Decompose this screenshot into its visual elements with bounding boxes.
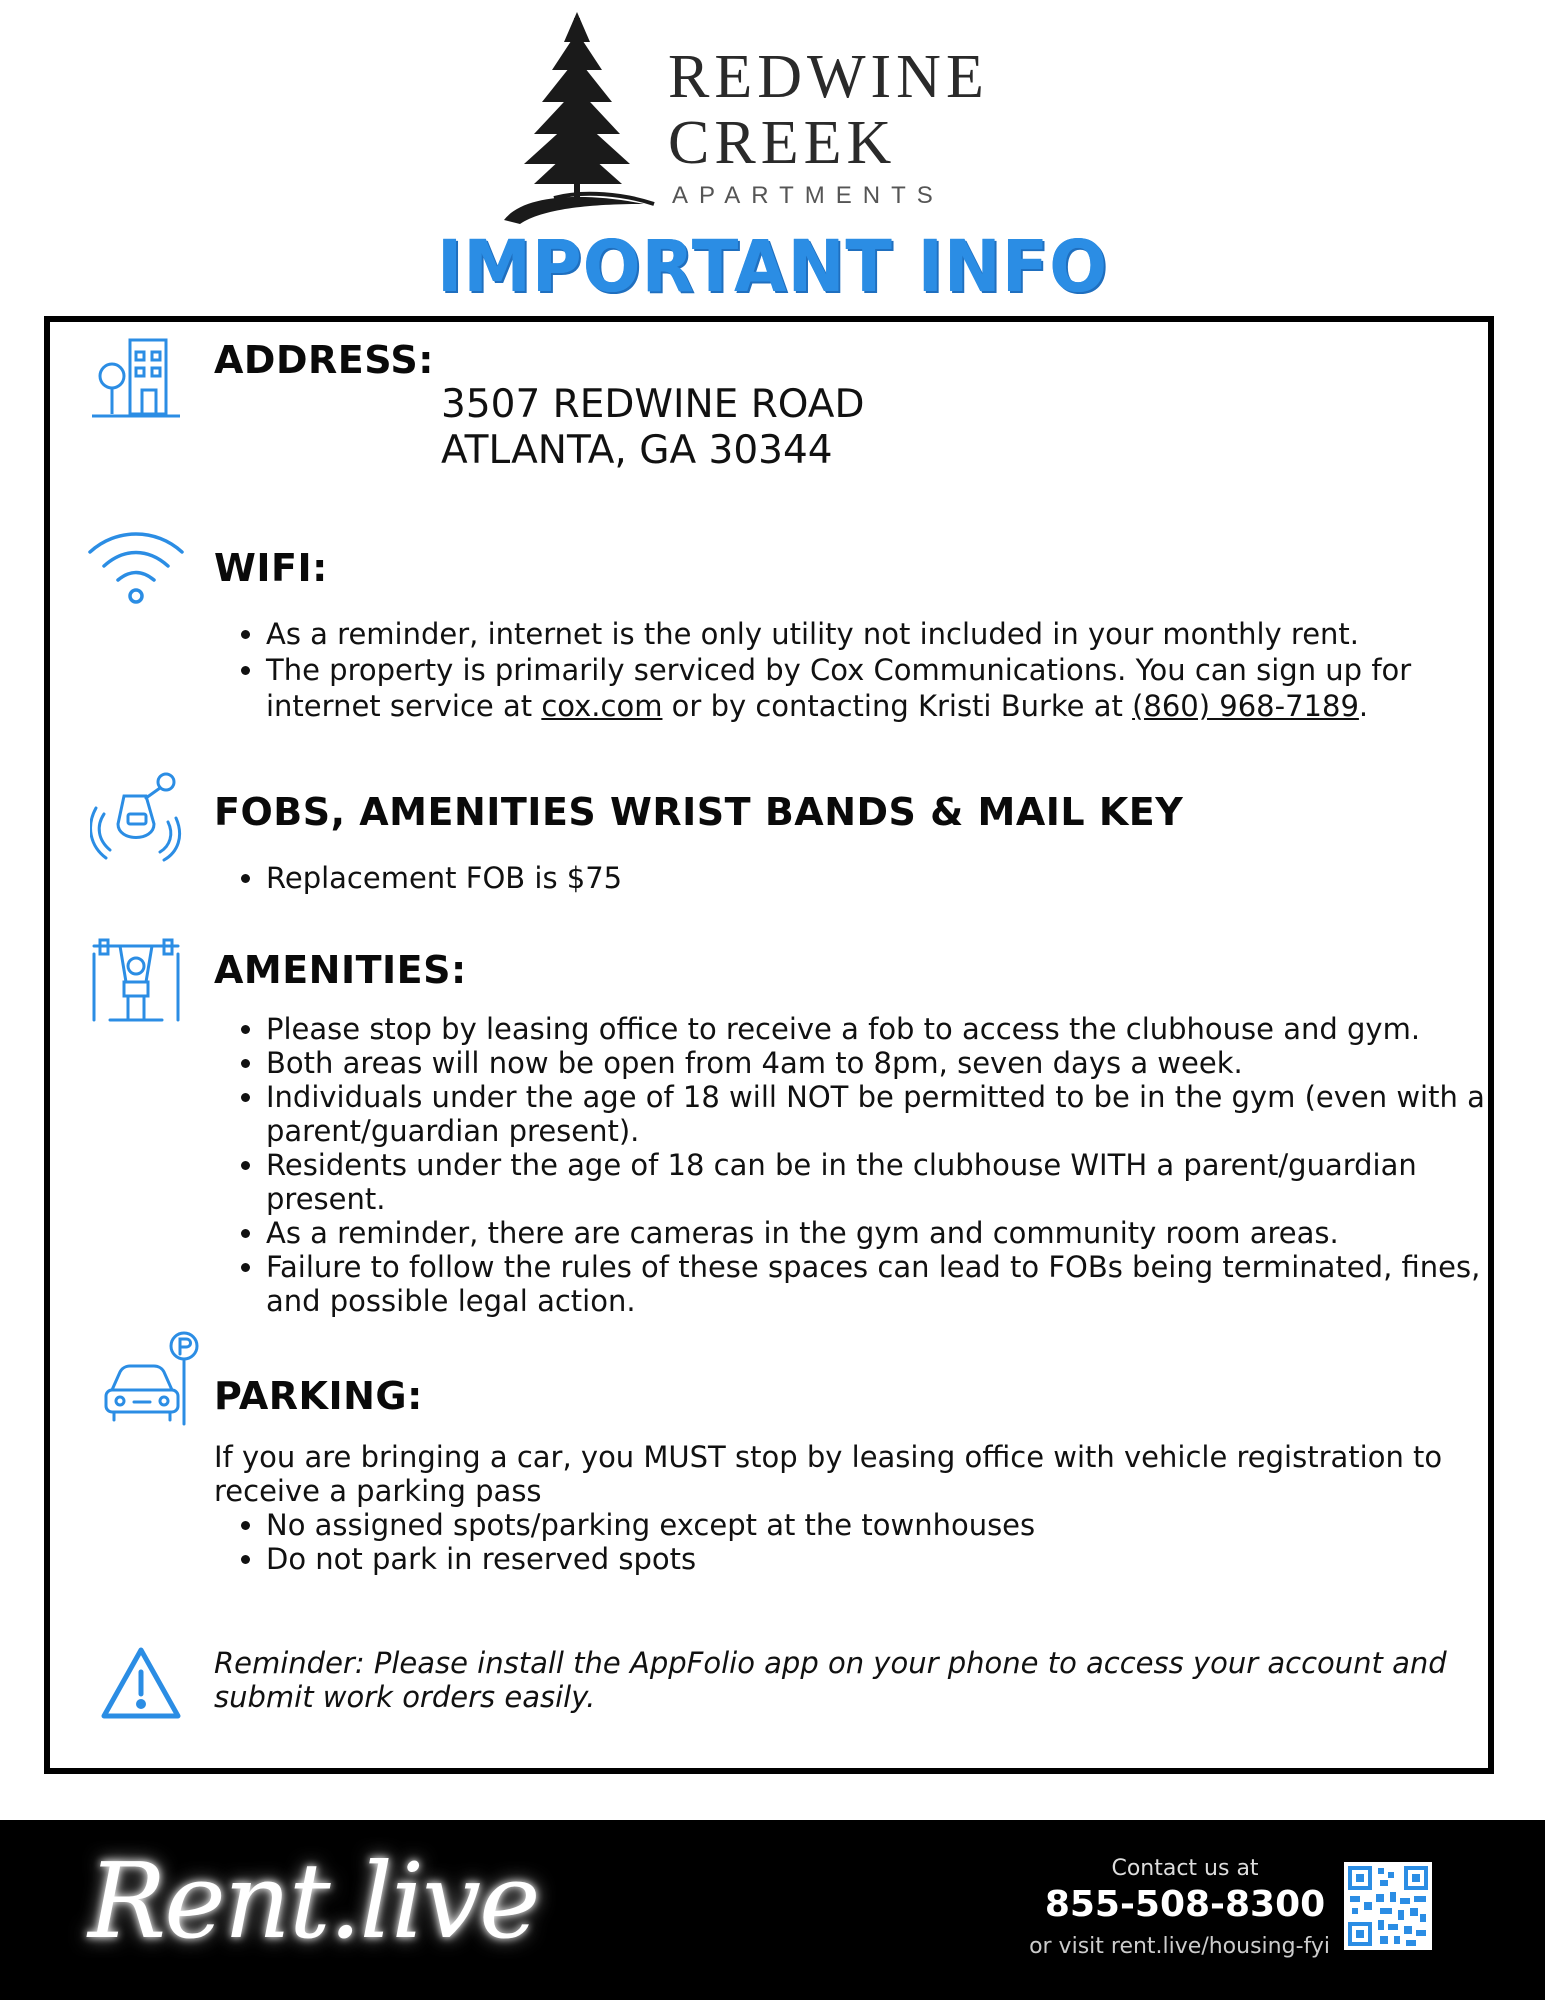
list-item-text: Residents under the age of 18 can be in the clubhouse WITH a parent/guardian present. <box>266 1148 1417 1216</box>
address-heading: ADDRESS: <box>214 338 434 382</box>
fobs-list <box>214 860 622 896</box>
rent-live-logo[interactable]: Rent.live <box>88 1840 539 1962</box>
list-item-text: Failure to follow the rules of these spaces can lead to FOBs being terminated, fines, and possible legal action. <box>266 1250 1481 1318</box>
warning-icon <box>100 1646 182 1720</box>
list-item <box>266 1046 1526 1080</box>
weightlifting-icon <box>90 938 182 1024</box>
address-street: 3507 REDWINE ROAD <box>441 382 865 427</box>
wifi-icon <box>86 526 186 608</box>
amenities-list <box>214 1012 1526 1318</box>
list-item-text: Replacement FOB is $75 <box>266 861 623 895</box>
phone-link[interactable]: (860) 968-7189 <box>1132 689 1359 723</box>
list-item-text: As a reminder, internet is the only utility not included in your monthly rent. <box>266 617 1360 651</box>
list-item <box>266 1148 1526 1216</box>
appfolio-reminder: Reminder: Please install the AppFolio app on your phone to access your account and submit work orders easily. <box>214 1646 1447 1714</box>
list-item <box>266 1080 1526 1148</box>
wifi-list <box>214 616 1506 724</box>
key-fob-icon <box>90 770 182 870</box>
wifi-heading: WIFI: <box>214 546 328 590</box>
list-item <box>266 1250 1526 1318</box>
car-parking-icon <box>102 1330 204 1428</box>
building-icon <box>90 332 182 424</box>
list-item-text: No assigned spots/parking except at the townhouses <box>266 1508 1036 1542</box>
address-block <box>441 382 865 474</box>
page-title: IMPORTANT INFO <box>436 226 1109 309</box>
list-item <box>266 1216 1526 1250</box>
list-item <box>266 1012 1526 1046</box>
address-city: ATLANTA, GA 30344 <box>441 428 833 473</box>
list-item-text: Do not park in reserved spots <box>266 1542 697 1576</box>
fobs-heading: FOBS, AMENITIES WRIST BANDS & MAIL KEY <box>214 790 1184 834</box>
pine-tree-icon <box>494 8 664 232</box>
list-item <box>266 860 622 896</box>
list-item-text: Both areas will now be open from 4am to 8pm, seven days a week. <box>266 1046 1243 1080</box>
list-item <box>266 652 1506 724</box>
logo-line-creek: CREEK <box>668 109 897 177</box>
list-item <box>266 616 1506 652</box>
list-item <box>266 1508 1035 1542</box>
list-item-text: Individuals under the age of 18 will NOT be permitted to be in the gym (even with a parent/guardian present). <box>266 1080 1485 1148</box>
parking-paragraph: If you are bringing a car, you MUST stop by leasing office with vehicle registration to receive a parking pass <box>214 1440 1443 1508</box>
list-item-text: The property is primarily serviced by Cox Communications. You can sign up for internet service at <box>266 653 1412 723</box>
list-item-text: Please stop by leasing office to receive a fob to access the clubhouse and gym. <box>266 1012 1421 1046</box>
amenities-heading: AMENITIES: <box>214 948 467 992</box>
list-item <box>266 1542 1035 1576</box>
list-item-text: As a reminder, there are cameras in the gym and community room areas. <box>266 1216 1339 1250</box>
qr-code-icon[interactable] <box>1344 1862 1432 1950</box>
property-logo <box>480 8 1060 228</box>
contact-phone[interactable]: 855-508-8300 <box>1044 1884 1326 1925</box>
list-item-text: or by contacting Kristi Burke at <box>662 689 1133 723</box>
parking-heading: PARKING: <box>214 1374 423 1418</box>
contact-label: Contact us at <box>1111 1856 1259 1881</box>
cox-link[interactable]: cox.com <box>541 689 663 723</box>
parking-list <box>214 1508 1035 1576</box>
contact-website[interactable]: or visit rent.live/housing-fyi <box>1029 1934 1330 1959</box>
list-item-text: . <box>1358 689 1369 723</box>
logo-line-redwine: REDWINE <box>668 43 989 111</box>
logo-line-apartments: APARTMENTS <box>672 182 944 209</box>
footer <box>0 1820 1545 2000</box>
